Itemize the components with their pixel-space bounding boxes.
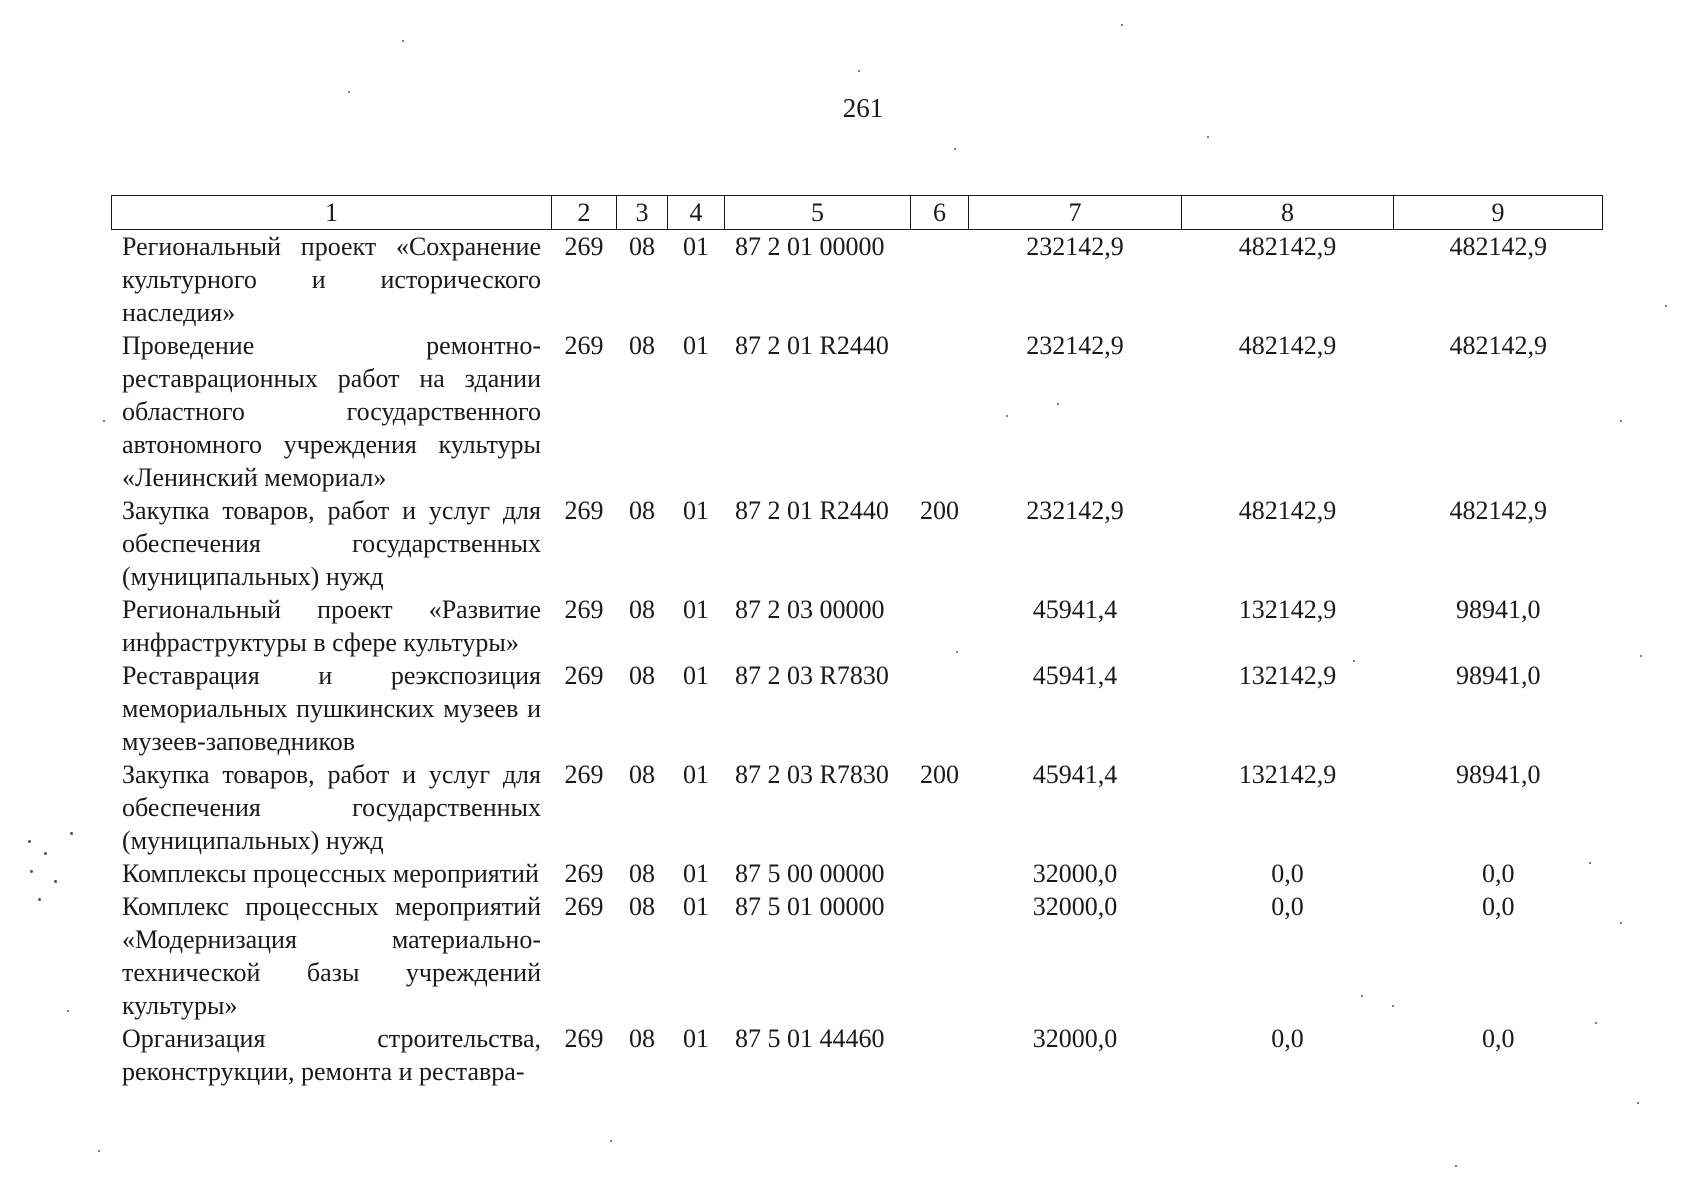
row-col-8: 0,0 (1271, 892, 1304, 921)
row-col-3: 08 (629, 1024, 655, 1053)
budget-table-container (111, 195, 1603, 1088)
table-row (112, 230, 1603, 330)
row-col-9: 482142,9 (1449, 331, 1547, 360)
row-col-5: 87 5 01 44460 (735, 1024, 885, 1053)
table-row (112, 329, 1603, 494)
row-col-8: 0,0 (1271, 1024, 1304, 1053)
row-col-2: 269 (564, 661, 604, 690)
row-col-3: 08 (629, 595, 655, 624)
row-name: Комплекс процессных мероприятий «Модернизация материально-технической базы учреждений культуры» (122, 892, 541, 1020)
table-row (112, 494, 1603, 593)
row-col-5: 87 5 00 00000 (735, 859, 885, 888)
row-col-6: 200 (920, 760, 959, 789)
row-col-7: 232142,9 (1026, 496, 1124, 525)
row-col-9: 98941,0 (1456, 661, 1541, 690)
header-cell: 8 (1182, 196, 1394, 230)
row-col-7: 32000,0 (1032, 892, 1118, 921)
row-name: Организация строительства, реконструкции, ремонта и реставра- (122, 1024, 541, 1086)
row-col-4: 01 (683, 232, 709, 261)
row-name: Региональный проект «Сохранение культурного и исторического наследия» (122, 232, 541, 327)
row-col-3: 08 (629, 892, 655, 921)
header-cell: 3 (617, 196, 668, 230)
row-col-5: 87 5 01 00000 (735, 892, 885, 921)
row-col-6 (911, 230, 969, 330)
row-col-4: 01 (683, 661, 709, 690)
row-col-5: 87 2 01 R2440 (735, 331, 889, 360)
header-cell: 1 (112, 196, 552, 230)
row-name: Закупка товаров, работ и услуг для обеспечения государственных (муниципальных) нужд (122, 760, 541, 855)
row-col-7: 32000,0 (1032, 859, 1118, 888)
row-col-8: 132142,9 (1238, 595, 1337, 624)
row-col-2: 269 (564, 859, 604, 888)
row-col-8: 0,0 (1271, 859, 1304, 888)
header-cell: 7 (969, 196, 1182, 230)
row-col-5: 87 2 03 R7830 (735, 760, 889, 789)
row-col-6 (911, 659, 969, 758)
header-cell: 2 (552, 196, 617, 230)
row-col-2: 269 (564, 892, 604, 921)
row-col-7: 45941,4 (1032, 760, 1118, 789)
row-col-5: 87 2 03 00000 (735, 595, 885, 624)
row-col-6 (911, 857, 969, 890)
table-row (112, 758, 1603, 857)
row-col-9: 98941,0 (1456, 595, 1541, 624)
row-col-7: 45941,4 (1032, 661, 1118, 690)
table-row (112, 659, 1603, 758)
header-cell: 5 (725, 196, 911, 230)
row-col-9: 482142,9 (1449, 496, 1547, 525)
header-cell: 9 (1394, 196, 1603, 230)
row-name: Реставрация и реэкспозиция мемориальных пушкинских музеев и музеев-заповедников (122, 661, 541, 756)
table-row (112, 593, 1603, 659)
row-col-5: 87 2 01 00000 (735, 232, 885, 261)
row-col-4: 01 (683, 331, 709, 360)
row-col-2: 269 (564, 760, 604, 789)
table-row (112, 890, 1603, 1022)
row-col-8: 482142,9 (1238, 496, 1337, 525)
row-col-8: 132142,9 (1238, 661, 1337, 690)
row-col-2: 269 (564, 595, 604, 624)
row-col-2: 269 (564, 331, 604, 360)
row-col-3: 08 (629, 496, 655, 525)
row-col-7: 232142,9 (1026, 232, 1124, 261)
table-row (112, 857, 1603, 890)
row-col-9: 0,0 (1482, 859, 1515, 888)
row-name: Закупка товаров, работ и услуг для обеспечения государственных (муниципальных) нужд (122, 496, 541, 591)
page-number: 261 (842, 93, 884, 123)
row-col-5: 87 2 03 R7830 (735, 661, 889, 690)
header-cell: 6 (911, 196, 969, 230)
row-col-7: 232142,9 (1026, 331, 1124, 360)
row-col-9: 0,0 (1482, 892, 1515, 921)
row-col-8: 482142,9 (1238, 331, 1337, 360)
row-col-8: 132142,9 (1238, 760, 1337, 789)
header-cell: 4 (668, 196, 725, 230)
row-col-6 (911, 593, 969, 659)
row-col-6 (911, 890, 969, 1022)
table-header (112, 196, 1603, 230)
row-col-3: 08 (629, 859, 655, 888)
row-col-6 (911, 1022, 969, 1088)
row-name: Проведение ремонтно-реставрационных работ на здании областного государственного автономного учреждения культуры «Ленинский мемориал» (122, 331, 541, 492)
row-col-4: 01 (683, 892, 709, 921)
budget-table (111, 195, 1603, 1088)
row-name: Комплексы процессных мероприятий (122, 859, 539, 888)
table-body (112, 230, 1603, 1089)
row-col-7: 32000,0 (1032, 1024, 1118, 1053)
row-col-3: 08 (629, 760, 655, 789)
row-col-2: 269 (564, 1024, 604, 1053)
row-col-5: 87 2 01 R2440 (735, 496, 889, 525)
row-col-4: 01 (683, 496, 709, 525)
row-col-9: 482142,9 (1449, 232, 1547, 261)
header-row (112, 196, 1603, 230)
row-col-3: 08 (629, 232, 655, 261)
row-col-2: 269 (564, 232, 604, 261)
row-col-8: 482142,9 (1238, 232, 1337, 261)
row-name: Региональный проект «Развитие инфраструктуры в сфере культуры» (122, 595, 541, 657)
row-col-4: 01 (683, 595, 709, 624)
table-row (112, 1022, 1603, 1088)
row-col-4: 01 (683, 760, 709, 789)
row-col-9: 98941,0 (1456, 760, 1541, 789)
row-col-2: 269 (564, 496, 604, 525)
row-col-4: 01 (683, 859, 709, 888)
row-col-3: 08 (629, 331, 655, 360)
row-col-4: 01 (683, 1024, 709, 1053)
row-col-6: 200 (920, 496, 959, 525)
row-col-3: 08 (629, 661, 655, 690)
row-col-9: 0,0 (1482, 1024, 1515, 1053)
row-col-6 (911, 329, 969, 494)
row-col-7: 45941,4 (1032, 595, 1118, 624)
